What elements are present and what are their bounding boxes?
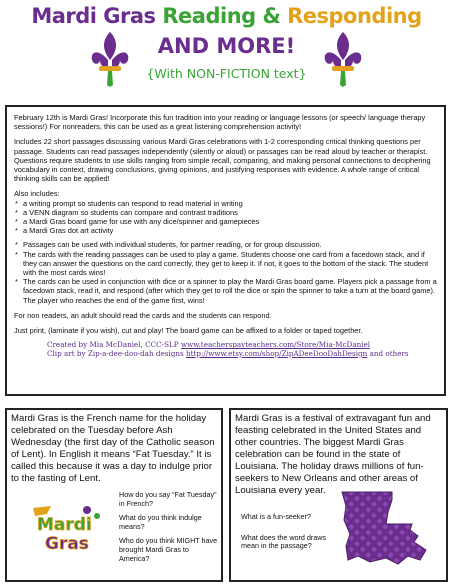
svg-text:Mardi: Mardi bbox=[37, 515, 92, 535]
credits bbox=[14, 341, 437, 358]
page-subtitle: AND MORE! bbox=[157, 34, 296, 58]
question: What does the word draws mean in the passage? bbox=[241, 532, 327, 551]
nonfiction-note: {With NON-FICTION text} bbox=[146, 66, 307, 81]
passage-card-left bbox=[5, 408, 223, 582]
title-part-reading: Reading & bbox=[162, 4, 281, 28]
mardi-gras-logo-icon bbox=[27, 504, 105, 554]
also-includes-heading: Also includes: bbox=[14, 189, 60, 199]
fleur-de-lis-icon bbox=[321, 30, 365, 88]
list-item: * Passages can be used with individual students, for partner reading, or for group discussion. bbox=[23, 240, 437, 249]
passage-card-right bbox=[229, 408, 448, 582]
louisiana-map-icon bbox=[340, 490, 430, 570]
nonreaders-paragraph: For non readers, an adult should read the cards and the students can respond. bbox=[14, 310, 272, 320]
includes-paragraph: Includes 22 short passages discussing various Mardi Gras celebrations with 1-2 corresponding critical thinking questions per passage. Students can read passages independently (silently or aloud) or passages can be read aloud by teacher or therapist. Questions require students to use skills ranging from simple recall, comparing, and making personal connections to deciphering vocabulary in context, drawing conclusions, giving opinions, and justifying responses with evidence. A whole range of critical thinking skills can be applied! bbox=[14, 137, 431, 184]
svg-text:Gras: Gras bbox=[45, 534, 89, 554]
intro-paragraph: February 12th is Mardi Gras! Incorporate this fun tradition into your reading or language lessons (or speech/ language therapy sessions!) For nonreaders, this can be used as a great listening comprehension activity! bbox=[14, 113, 426, 132]
passage-text: Mardi Gras is the French name for the holiday celebrated on the Tuesday before Ash Wednesday (the first day of the Catholic season of Lent). In English it means “Fat Tuesday.” It is called this because it was a day to indulge prior to the fasting of Lent. bbox=[11, 413, 215, 484]
title-part-responding: Responding bbox=[287, 4, 422, 28]
store-link[interactable]: www.teacherspayteachers.com/Store/Mia-McDaniel bbox=[180, 340, 371, 350]
product-description-box bbox=[5, 105, 446, 396]
list-item: * a VENN diagram so students can compare and contrast traditions bbox=[23, 208, 437, 217]
usage-list bbox=[14, 240, 437, 304]
question: How do you say “Fat Tuesday” in French? bbox=[119, 490, 217, 508]
list-item: * The cards can be used in conjunction with dice or a spinner to play the Mardi Gras board game. Players pick a passage from a facedown stack, read it, and respond (after which they get to roll the dice or spin the spinner to take a turn at the board game). The player who reaches the end of the game first, wins! bbox=[23, 277, 437, 305]
list-item: * a Mardi Gras dot art activity bbox=[23, 226, 437, 235]
etsy-link[interactable]: http://www.etsy.com/shop/ZipADeeDooDahDesign bbox=[185, 348, 368, 358]
list-item: * a Mardi Gras board game for use with any dice/spinner and gamepieces bbox=[23, 217, 437, 226]
question-list bbox=[241, 513, 339, 557]
passage-text: Mardi Gras is a festival of extravagant fun and feasting celebrated in the United States and other countries. The biggest Mardi Gras celebration can be found in the state of Louisiana. The holiday draws millions of fun-seekers to New Orleans and other areas of Louisiana every year. bbox=[235, 413, 431, 496]
credit-clipart: Clip art by Zip-a-dee-doo-dah designs bbox=[47, 348, 184, 358]
page-title bbox=[0, 4, 453, 28]
question: What do you think indulge means? bbox=[119, 513, 202, 531]
credit-tail: and others bbox=[369, 348, 409, 358]
question: Who do you think MIGHT have brought Mardi Gras to America? bbox=[119, 536, 218, 563]
credit-created: Created by Mia McDaniel, CCC-SLP bbox=[47, 340, 179, 350]
also-includes-list bbox=[14, 199, 437, 236]
list-item: * The cards with the reading passages can be used to play a game. Students choose one card from a facedown stack, and if they can answer the questions on the card correctly, they get to keep it. If not, it goes to the bottom of the stack. The student with the most cards wins! bbox=[23, 250, 437, 278]
fleur-de-lis-icon bbox=[88, 30, 132, 88]
list-item: * a writing prompt so students can respond to read material in writing bbox=[23, 199, 437, 208]
question: What is a fun-seeker? bbox=[241, 512, 311, 521]
title-part-mardi-gras: Mardi Gras bbox=[31, 4, 156, 28]
question-list bbox=[119, 491, 219, 569]
print-paragraph: Just print, (laminate if you wish), cut and play! The board game can be affixed to a folder or taped together. bbox=[14, 326, 363, 336]
